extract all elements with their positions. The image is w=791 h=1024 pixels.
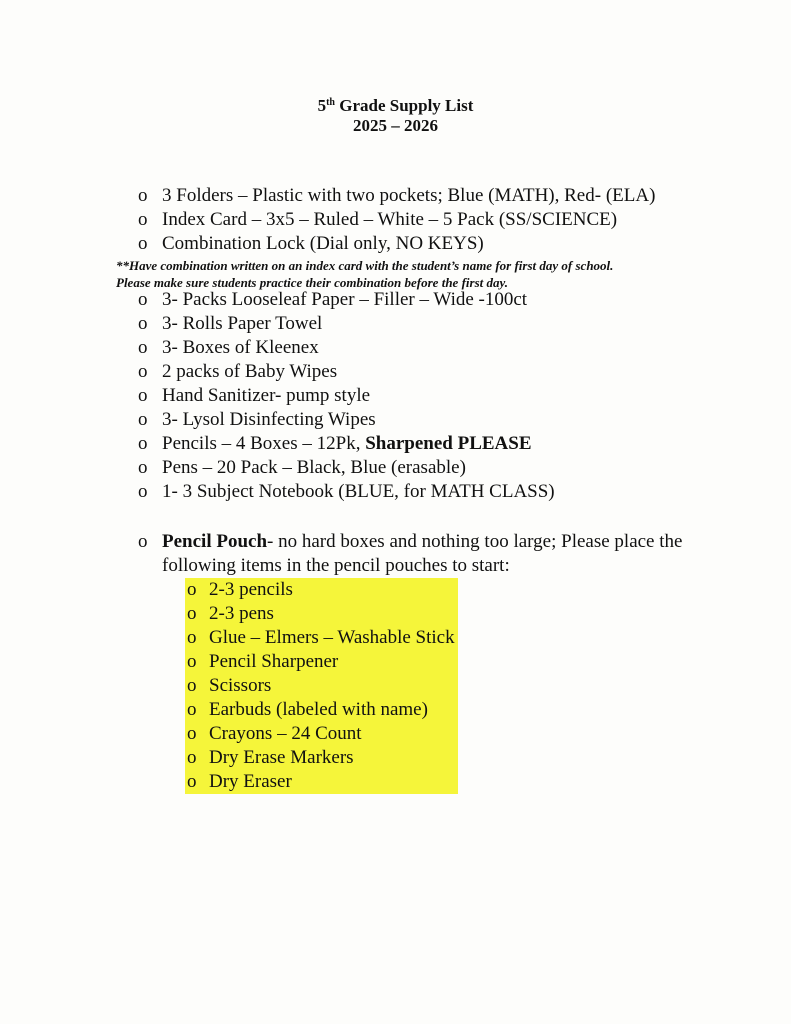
list-item xyxy=(138,384,555,408)
item-text: Crayons – 24 Count xyxy=(209,723,362,744)
list-item xyxy=(138,408,555,432)
item-emphasis: Sharpened PLEASE xyxy=(365,433,532,454)
list-item xyxy=(138,232,655,256)
item-text: 1- 3 Subject Notebook (BLUE, for MATH CLASS) xyxy=(162,481,555,502)
bullet-icon: o xyxy=(138,289,148,310)
title-text: Grade Supply List xyxy=(335,96,474,115)
bullet-icon: o xyxy=(138,361,148,382)
bullet-icon: o xyxy=(187,627,197,648)
bullet-icon: o xyxy=(138,313,148,334)
bullet-icon: o xyxy=(138,185,148,206)
bullet-icon: o xyxy=(187,723,197,744)
highlighted-list-item xyxy=(185,722,458,746)
document-header xyxy=(0,96,791,136)
item-text: Scissors xyxy=(209,675,272,696)
highlighted-list-item xyxy=(185,602,458,626)
bullet-icon: o xyxy=(138,385,148,406)
item-text: Pencil Sharpener xyxy=(209,651,339,672)
bullet-icon: o xyxy=(138,531,148,552)
list-item xyxy=(138,208,655,232)
pencil-pouch-items xyxy=(185,578,458,794)
highlighted-list-item xyxy=(185,626,458,650)
supply-list-top xyxy=(138,184,655,256)
item-text: 3- Packs Looseleaf Paper – Filler – Wide -100ct xyxy=(162,289,528,310)
highlighted-list-item xyxy=(185,746,458,770)
bullet-icon: o xyxy=(187,579,197,600)
bullet-icon: o xyxy=(187,675,197,696)
combination-note-line-2: Please make sure students practice their combination before the first day. xyxy=(116,275,509,290)
bullet-icon: o xyxy=(138,233,148,254)
item-text: Dry Eraser xyxy=(209,771,292,792)
list-item xyxy=(138,184,655,208)
item-text: 2-3 pens xyxy=(209,603,274,624)
list-item xyxy=(138,456,555,480)
title-grade: 5 xyxy=(317,96,327,115)
item-text: Combination Lock (Dial only, NO KEYS) xyxy=(162,233,484,254)
highlighted-list-item xyxy=(185,674,458,698)
list-item xyxy=(138,288,555,312)
pencil-pouch-instructions: - no hard boxes and nothing too large; Please place the following items in the pencil pouches to start: xyxy=(162,531,683,576)
bullet-icon: o xyxy=(187,771,197,792)
title-grade-suffix: th xyxy=(326,97,335,108)
item-text: 3- Rolls Paper Towel xyxy=(162,313,323,334)
item-text: Dry Erase Markers xyxy=(209,747,354,768)
item-text: 2 packs of Baby Wipes xyxy=(162,361,338,382)
bullet-icon: o xyxy=(138,481,148,502)
highlighted-list-item xyxy=(185,578,458,602)
item-text: Pencils – 4 Boxes – 12Pk, xyxy=(162,433,366,454)
bullet-icon: o xyxy=(138,337,148,358)
item-text: Pens – 20 Pack – Black, Blue (erasable) xyxy=(162,457,466,478)
list-item-pencil-pouch xyxy=(138,530,738,578)
bullet-icon: o xyxy=(187,699,197,720)
highlighted-list-item xyxy=(185,698,458,722)
list-item xyxy=(138,432,555,456)
school-year: 2025 – 2026 xyxy=(353,116,438,135)
item-text: 2-3 pencils xyxy=(209,579,293,600)
item-text: 3 Folders – Plastic with two pockets; Blue (MATH), Red- (ELA) xyxy=(162,185,656,206)
bullet-icon: o xyxy=(187,651,197,672)
list-item xyxy=(138,360,555,384)
pencil-pouch-label: Pencil Pouch xyxy=(162,531,268,552)
list-item xyxy=(138,336,555,360)
item-text: 3- Boxes of Kleenex xyxy=(162,337,319,358)
pencil-pouch-section xyxy=(138,530,738,578)
item-text: Hand Sanitizer- pump style xyxy=(162,385,371,406)
highlighted-list-item xyxy=(185,770,458,794)
bullet-icon: o xyxy=(187,603,197,624)
bullet-icon: o xyxy=(138,433,148,454)
page-title xyxy=(0,96,791,116)
list-item xyxy=(138,480,555,504)
bullet-icon: o xyxy=(187,747,197,768)
highlighted-list-item xyxy=(185,650,458,674)
bullet-icon: o xyxy=(138,209,148,230)
item-text: Earbuds (labeled with name) xyxy=(209,699,428,720)
supply-list-main xyxy=(138,288,555,504)
item-text: Glue – Elmers – Washable Stick xyxy=(209,627,455,648)
item-text: Index Card – 3x5 – Ruled – White – 5 Pack (SS/SCIENCE) xyxy=(162,209,618,230)
item-text: 3- Lysol Disinfecting Wipes xyxy=(162,409,376,430)
combination-note-line-1: **Have combination written on an index card with the student’s name for first day of school. xyxy=(116,258,614,273)
bullet-icon: o xyxy=(138,457,148,478)
bullet-icon: o xyxy=(138,409,148,430)
list-item xyxy=(138,312,555,336)
